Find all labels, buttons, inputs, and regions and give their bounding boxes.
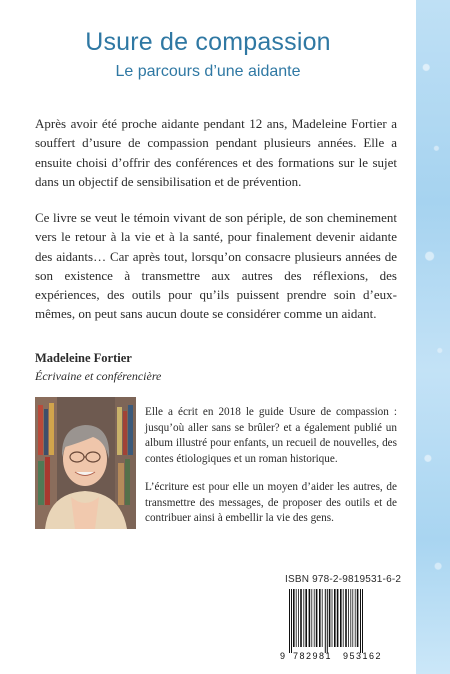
author-name: Madeleine Fortier [35,351,132,365]
barcode-right-digits: 953162 [343,651,383,661]
barcode-bar [319,589,321,647]
barcode-left-digits: 782981 [293,651,333,661]
barcode-bar [298,589,299,647]
barcode-bar [305,589,307,647]
barcode-bar [357,589,359,647]
summary-paragraph-2: Ce livre se veut le témoin vivant de son périple, de son cheminement vers le retour à la vie et à la santé, pour finalement devenir aidante des aidants… Car après tout, lorsqu’on consacre plusieurs années de son existence à transmettre aux autres des réflexions, des expériences, des outils pour qu’ils puissent prendre soin d’eux-mêmes, on peut sans aucun doute se considérer comme un aidant. [35,210,397,322]
barcode-bar [291,589,292,653]
barcode-bar [352,589,353,647]
isbn-barcode [279,589,399,661]
barcode-bar [296,589,297,647]
barcode-bar [303,589,304,647]
book-title: Usure de compassion [85,28,331,56]
barcode-bar [360,589,361,653]
summary-paragraph-1: Après avoir été proche aidante pendant 12 ans, Madeleine Fortier a souffert d’usure de compassion pendant plusieurs années. Elle a ensuite choisi d’offrir des conférences et des formations sur le sujet dans un objectif de sensibilisation et de prévention. [35,116,397,189]
author-bio-paragraph-1: Elle a écrit en 2018 le guide Usure de compassion : jusqu’où aller sans se brûler? et a également publié un album illustré pour enfants, un recueil de nouvelles, des contes étiologiques et un roman historique. [145,406,397,465]
decorative-side-stripe [416,0,450,674]
barcode-bar [293,589,295,647]
barcode-bar [334,589,336,647]
barcode-bar [329,589,331,647]
author-role: Écrivaine et conférencière [35,369,162,383]
author-bio-paragraph-2: L’écriture est pour elle un moyen d’aider les autres, de transmettre des messages, de proposer des outils et de contribuer ainsi à embellir la vie des gens. [145,481,397,525]
author-photo [35,397,136,529]
barcode-bar [337,589,339,647]
barcode-bar [332,589,333,647]
barcode-bar [309,589,311,647]
barcode-bar [289,589,290,653]
isbn-label: ISBN 978-2-9819531-6-2 [285,574,402,585]
barcode-bar [350,589,351,647]
barcode-bar [311,589,312,647]
barcode-bar [316,589,318,647]
barcode-bar [314,589,315,647]
barcode-bar [362,589,363,653]
barcode-bar [300,589,302,647]
barcode-bar [340,589,342,647]
barcode-bar [345,589,347,647]
book-subtitle: Le parcours d’une aidante [115,63,301,80]
barcode-bar [348,589,349,647]
barcode-bar [355,589,356,647]
barcode-bar [343,589,344,647]
barcode-bar [325,589,326,653]
barcode-lead-digit: 9 [280,651,286,661]
barcode-bar [327,589,328,653]
barcode-bar [322,589,323,647]
